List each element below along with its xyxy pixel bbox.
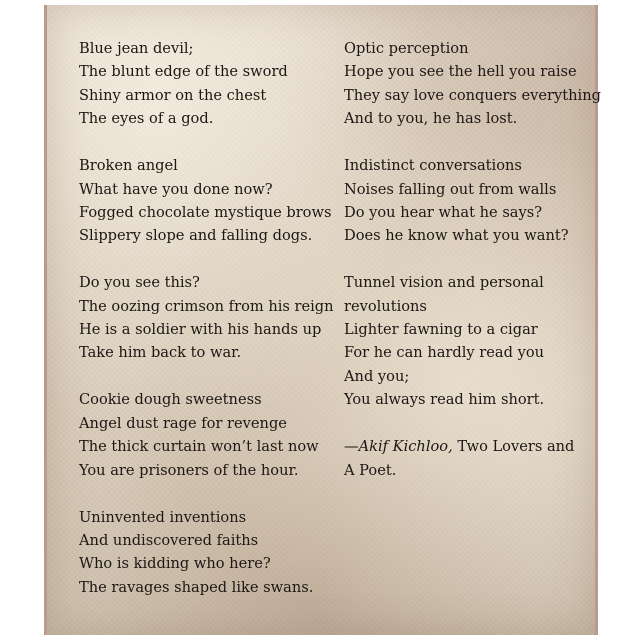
poem-line: The eyes of a god. [79,110,214,128]
poem-line: The ravages shaped like swans. [79,578,314,596]
stanza [344,271,584,411]
poem-line: He is a soldier with his hands up [79,321,322,339]
poem-line: Indistinct conversations [344,157,522,175]
attribution-author: —Akif Kichloo, [344,438,453,456]
stanza [79,271,334,365]
poem-line: Do you hear what he says? [344,203,543,221]
poem-line: And to you, he has lost. [344,110,518,128]
stanza [344,154,584,248]
parchment-page [44,5,601,635]
poem-line: Does he know what you want? [344,227,569,245]
poem-line: You are prisoners of the hour. [79,461,299,479]
poem-line: Slippery slope and falling dogs. [79,227,313,245]
poem-line: Noises falling out from walls [344,180,557,198]
poem-line: Broken angel [79,157,178,175]
poem-line: Optic perception [344,40,469,57]
stanza [79,506,329,600]
poem-line: Fogged chocolate mystique brows [79,203,332,221]
poem-left-column [79,37,334,623]
poem-right-column [344,37,601,482]
poem-line: Take him back to war. [79,344,242,362]
poem-line: The thick curtain won’t last now [79,438,319,456]
poem-line: Cookie dough sweetness [79,391,262,409]
poem-line: The blunt edge of the sword [79,63,288,81]
poem-line: Blue jean devil; [79,40,194,57]
poem-line: Shiny armor on the chest [79,86,267,104]
stanza [79,154,332,248]
poem-line: Lighter fawning to a cigar [344,321,538,339]
stanza [79,388,329,482]
poem-line: And you; [344,367,410,385]
poem-line: You always read him short. [344,391,545,409]
poem-line: For he can hardly read you [344,344,545,362]
stanza [344,37,601,131]
poem-line: Uninvented inventions [79,508,247,526]
poem-line: Hope you see the hell you raise [344,63,577,81]
stanza [79,37,329,131]
poem-line: The oozing crimson from his reign [79,297,334,315]
poem-attribution [344,435,584,482]
poem-line: What have you done now? [79,180,273,198]
poem-line: Tunnel vision and personal revolutions [344,274,544,315]
poem-line: They say love conquers everything [344,86,601,104]
poem-line: Angel dust rage for revenge [79,414,287,432]
poem-line: Who is kidding who here? [79,555,271,573]
poem-line: Do you see this? [79,274,200,292]
attribution-work: Two Lovers and A Poet. [344,438,575,479]
poem-line: And undiscovered faiths [79,531,259,549]
